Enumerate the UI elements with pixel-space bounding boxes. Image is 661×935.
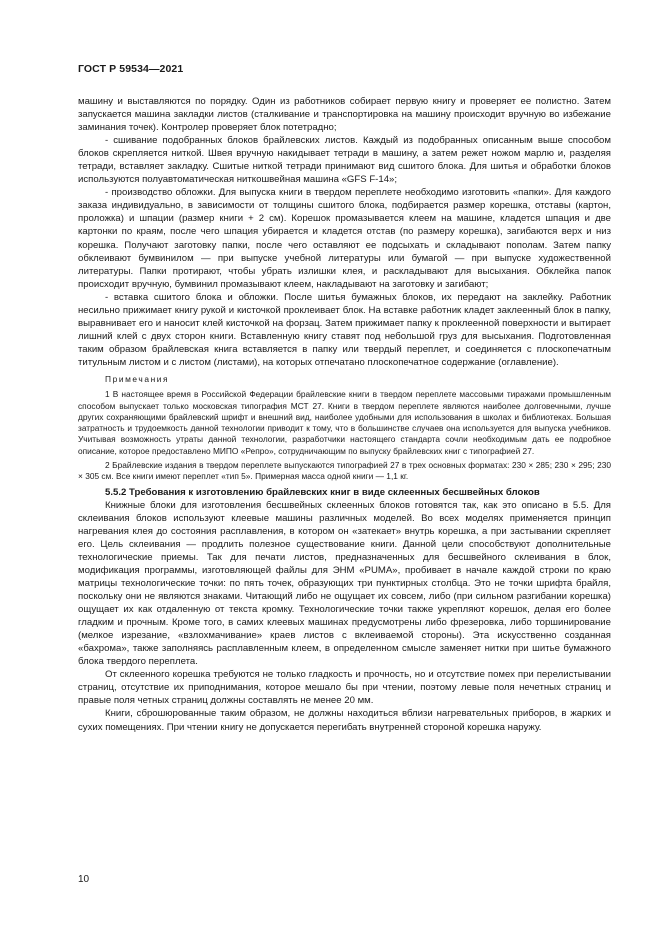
note-2: 2 Брайлевские издания в твердом переплете выпускаются типографией 27 в трех основных форматах: 230 × 285; 230 × 295; 230 × 305 см. Все книги имеют переплет «тип 5». Примерная масса одной книги — 1,1 кг. [78,460,611,482]
page-number: 10 [78,874,90,885]
notes-title: Примечания [105,373,170,384]
paragraph-continuation: машину и выставляются по порядку. Один из работников собирает первую книгу и проверяет ее полистно. Затем запускается машина закладки листов (сталкивание и транспортировка на машину происходит вручную во избежание заминания точек). Контролер проверяет блок потетрадно; [78,96,611,134]
list-item-block-insertion: - вставка сшитого блока и обложки. После шитья бумажных блоков, их передают на заклейку. Работник несильно прижимает книгу рукой и кисточкой проклеивает блок. На вставке работник кладет заклеенный блок в папку, выравнивает его и наносит клей кисточкой на форзац. Затем прижимает папку к проклеенной поверхности и вытирает лишний клей с двух сторон книги. Вставленную книгу ставят под небольшой груз для высыхания. Подготовленная таким образом брайлевская книга вставляется в папку или твердый переплет, и соединяется с плоскопечатным титульным листом и с листом (листами), на которых отпечатано плоскопечатное содержание (оглавление). [78,291,611,368]
section-paragraph-2: От склеенного корешка требуются не только гладкость и прочность, но и отсутствие помех при перелистывании страниц, отсутствие их приподнимания, которое мешало бы при чтении, поэтому левые поля нечетных страниц и правые поля четных страниц должны составлять не менее 20 мм. [78,669,611,707]
notes-block [78,374,611,483]
section-paragraph-1: Книжные блоки для изготовления бесшвейных склеенных блоков готовятся так, как это описано в 5.5. Для склеивания блоков используют клеевые машины различных моделей. Во всех моделях применяется принцип нагревания клея до состояния расплавления, в котором он «затекает» внутрь корешка, а при застывании скрепляет его. Цель склеивания — продлить полезное существование книги. Данной цели способствуют дополнительные технологические приемы. Так для печати листов, предназначенных для бесшвейного склеивания в блок, модификация программы, изготовляющей файлы для ЭНМ «PUMA», пробивает в начале каждой строки по краю матрицы технологические точки: по пять точек, образующих три пунктирных столбца. Это не точки шрифта брайля, поскольку они не являются знаками. Читающий либо не ощущает их совсем, либо (при сильном разгибании корешка) ощущает их как отдаленную от текста кромку. Технологические точки также укрепляют корешок, делая его более гладким и прочным. Кроме того, в самих клеевых машинах предусмотрены либо фрезеровка, либо торшинирование (мелкое изрезание, «взлохмачивание» краев листов с вклеиваемой стороны). Эта искусственно созданная «бахрома», также заполняясь расплавленным клеем, в определенном смысле заменяет нитки при шитье бумажного блока твердого переплета. [78,499,611,668]
list-item-stitching: - сшивание подобранных блоков брайлевских листов. Каждый из подобранных описанным выше способом блоков скрепляется ниткой. Швея вручную накидывает тетради в машину, а затем режет ножом марлю и, разделяя тетради, вставляет закладку. Сшитые ниткой тетради принимают вид сшитого блока. Для шитья и обработки блоков используются полуавтоматическая ниткошвейная машина «GFS F-14»; [78,135,611,186]
note-1: 1 В настоящее время в Российской Федерации брайлевские книги в твердом переплете массовыми тиражами промышленным способом выпускает только московская типография МСТ 27. Книги в твердом переплете являются наиболее долговечными, лучше других сохраняющими брайлевский шрифт и внешний вид, наиболее удобными для использования в школах и библиотеках. Большая затратность и трудоемкость данной технологии приводит к тому, что в большинстве случаев она используется для выпуска учебников. Учитывая возможность утраты данной технологии, разработчики настоящего стандарта сочли необходимым дать ее подробное описание, которое предоставлено МИПО «Репро», сотрудничающим по выпуску брайлевских книг с типографией 27. [78,389,611,456]
section-heading: 5.5.2 Требования к изготовлению брайлевских книг в виде склеенных бесшвейных блоков [105,486,540,498]
section-paragraph-3: Книги, сброшюрованные таким образом, не должны находиться вблизи нагревательных приборов, в жарких и сухих помещениях. При чтении книгу не допускается перегибать внутренней стороной корешка наружу. [78,708,611,733]
list-item-cover-production: - производство обложки. Для выпуска книги в твердом переплете необходимо изготовить «папки». Для каждого заказа индивидуально, в зависимости от толщины сшитого блока, подбирается размер корешка, отставы (картон, проложка) и шпации (размер книги + 2 см). Корешок промазывается клеем на машине, кладется шпация и две картонки по краям, после чего шпация убирается и кладется отстав (по размеру корешка), загибаются верх и низ корешка. Получают заготовку папки, после чего оставляют ее подсыхать и складывают пополам. Затем папку обклеивают бумвинилом — при выпуске учебной литературы или бумагой — при выпуске художественной литературы. Папки протирают, чтобы убрать излишки клея, и раскладывают для высыхания. Обклейка папок происходит вручную, бумвинил промазывают клеем, накладывают на заготовку и загибают; [78,187,611,290]
standard-header: ГОСТ Р 59534—2021 [78,63,184,75]
document-body [78,95,611,734]
